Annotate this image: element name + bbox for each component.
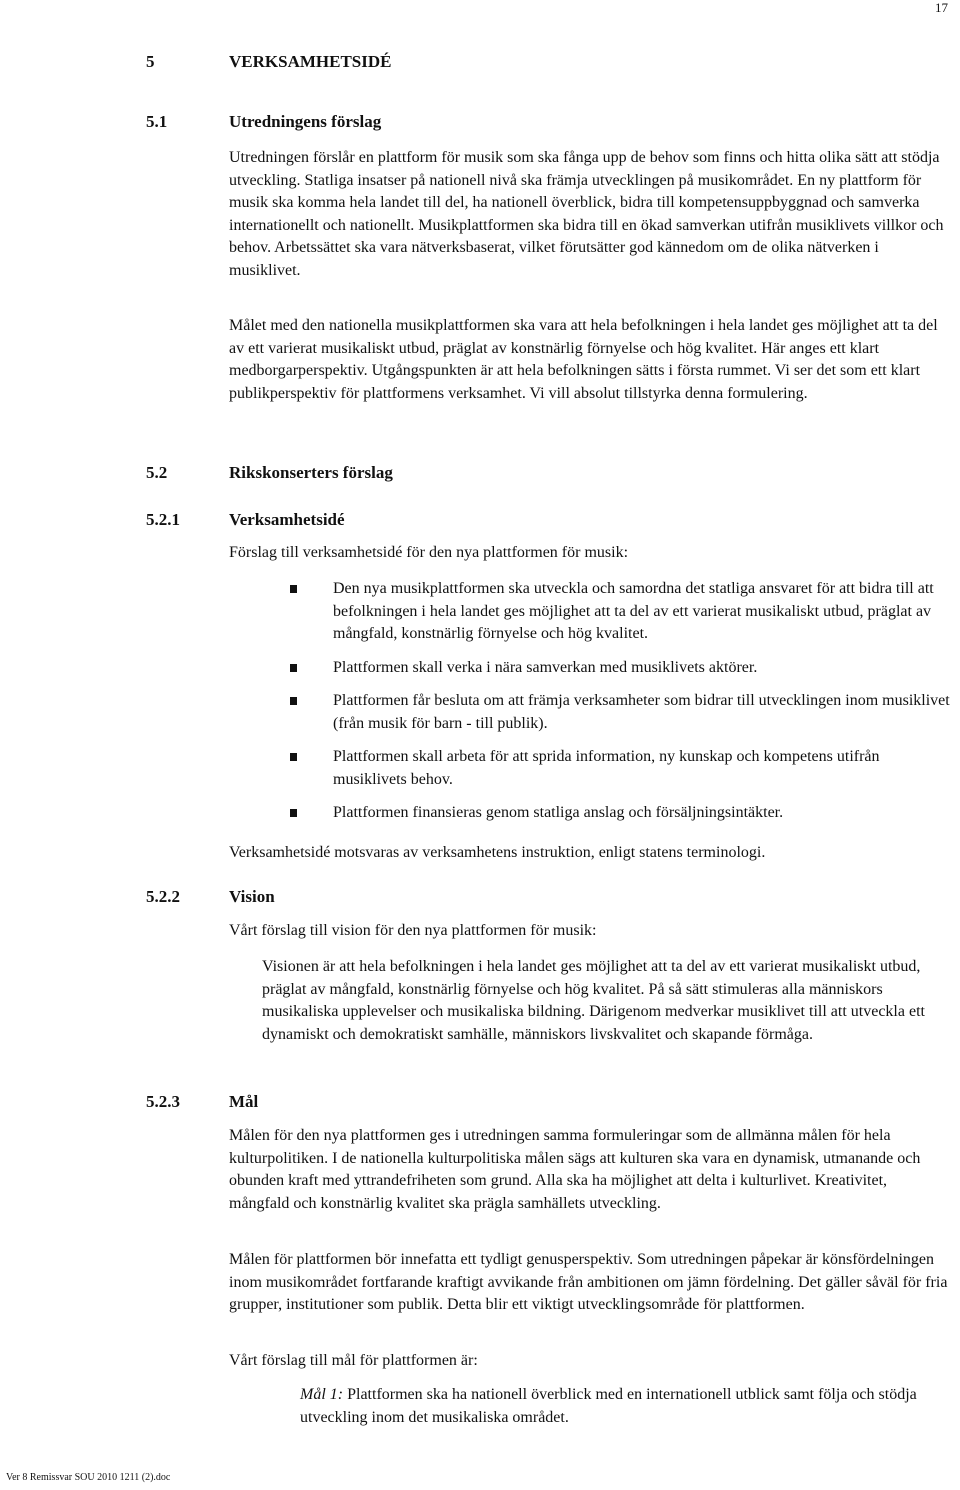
- bullet-item: [290, 746, 952, 791]
- bullet-item: [290, 578, 952, 646]
- bullet-item: [290, 657, 952, 680]
- bullet-text: Plattformen skall arbeta för att sprida information, ny kunskap och kompetens utifrån musiklivets behov.: [333, 748, 880, 788]
- bullet-text: Plattformen får besluta om att främja verksamheter som bidrar till utvecklingen inom musiklivet (från musik för barn - till publik).: [333, 692, 950, 732]
- section-number-5-2-1: 5.2.1: [146, 510, 180, 529]
- paragraph-malen-genus: Målen för plattformen bör innefatta ett tydligt genusperspektiv. Som utredningen påpekar är könsfördelningen inom musikområdet fortfarande kraftigt avvikande från ambitionen om jämn fördelning. Det gäller såväl för fria grupper, institutioner som publik. Detta blir ett viktigt utvecklingsområde för plattformen.: [229, 1251, 948, 1313]
- bullet-square-icon: [290, 697, 297, 705]
- section-title-verksamhetside: VERKSAMHETSIDÉ: [229, 52, 392, 71]
- bullet-item: [290, 802, 952, 825]
- section-number-5-1: 5.1: [146, 112, 168, 131]
- paragraph-forslag-mal: Vårt förslag till mål för plattformen är:: [229, 1352, 478, 1369]
- section-title-rikskonserters-forslag: Rikskonserters förslag: [229, 463, 393, 482]
- section-number-5: 5: [146, 52, 155, 71]
- bullet-square-icon: [290, 809, 297, 817]
- bullet-text: Den nya musikplattformen ska utveckla och samordna det statliga ansvaret för att bidra till att befolkningen i hela landet ges möjlighet att ta del av ett varierat musikaliskt utbud, präglat av mångfald, konstnärlig förnyelse och hög kvalitet.: [333, 580, 934, 642]
- paragraph-forslag-verksamhetside: Förslag till verksamhetsidé för den nya plattformen för musik:: [229, 544, 629, 561]
- section-number-5-2-3: 5.2.3: [146, 1092, 180, 1111]
- footer-filename: Ver 8 Remissvar SOU 2010 1211 (2).doc: [6, 1472, 171, 1483]
- section-title-verksamhetside-sub: Verksamhetsidé: [229, 510, 345, 529]
- paragraph-forslag-vision: Vårt förslag till vision för den nya plattformen för musik:: [229, 922, 597, 939]
- paragraph-verksamhetside-motsvaras: Verksamhetsidé motsvaras av verksamhetens instruktion, enligt statens terminologi.: [229, 844, 766, 861]
- bullet-text: Plattformen finansieras genom statliga anslag och försäljningsintäkter.: [333, 804, 784, 821]
- paragraph-malet: Målet med den nationella musikplattformen ska vara att hela befolkningen i hela landet ges möjlighet att ta del av ett varierat musikaliskt utbud, präglat av konstnärlig förnyelse och hög kvalitet. Här anges ett klart medborgarperspektiv. Utgångspunkten är att hela befolkningen sätts i första rummet. Vi ser det som ett klart publikperspektiv för plattformens verksamhet. Vi vill absolut tillstyrka denna formulering.: [229, 317, 938, 402]
- bullet-list: [290, 578, 952, 825]
- paragraph-utredningen: Utredningen förslår en plattform för musik som ska fånga upp de behov som finns och hitta olika sätt att stödja utveckling. Statliga insatser på nationell nivå ska främja utvecklingen på musikområdet. En ny plattform för musik ska komma hela landet till del, ha nationell överblick, bidra till kompetensuppbyggnad och samverka internationellt och nationellt. Musikplattformen ska bidra till en ökad samverkan utifrån musiklivets villkor och behov. Arbetssättet ska vara nätverksbaserat, vilket förutsätter god kännedom om de olika nätverken i musiklivet.: [229, 149, 944, 279]
- goal-label: Mål 1:: [300, 1386, 344, 1403]
- goal-item: [300, 1384, 960, 1429]
- bullet-square-icon: [290, 664, 297, 672]
- paragraph-malen-utredningen: Målen för den nya plattformen ges i utredningen samma formuleringar som de allmänna målen för hela kulturpolitiken. I de nationella kulturpolitiska målen sägs att kulturen ska vara en dynamisk, utmanande och obunden kraft med yttrandefriheten som grund. Alla ska ha möjlighet att delta i kulturlivet. Kreativitet, mångfald och konstnärlig kvalitet ska prägla samhällets utveckling.: [229, 1127, 921, 1212]
- bullet-square-icon: [290, 753, 297, 761]
- section-title-mal: Mål: [229, 1092, 259, 1111]
- section-number-5-2: 5.2: [146, 463, 168, 482]
- goal-text: Plattformen ska ha nationell överblick med en internationell utblick samt följa och stödja utveckling inom det musikaliska området.: [300, 1386, 917, 1426]
- section-title-vision: Vision: [229, 887, 275, 906]
- paragraph-visionen: Visionen är att hela befolkningen i hela landet ges möjlighet att ta del av ett varierat musikaliskt utbud, präglat av mångfald, konstnärlig förnyelse och hög kvalitet. På så sätt stimuleras alla människors musikaliska upplevelser och musikaliska bildning. Därigenom medverkar musiklivet till att utveckla ett dynamiskt och demokratiskt samhälle, människors livskvalitet och skapande förmåga.: [262, 958, 925, 1043]
- page-number: 17: [935, 0, 948, 15]
- bullet-text: Plattformen skall verka i nära samverkan med musiklivets aktörer.: [333, 658, 758, 676]
- section-number-5-2-2: 5.2.2: [146, 887, 180, 906]
- bullet-item: [290, 690, 952, 735]
- bullet-square-icon: [290, 585, 297, 593]
- section-title-utredningens-forslag: Utredningens förslag: [229, 112, 382, 131]
